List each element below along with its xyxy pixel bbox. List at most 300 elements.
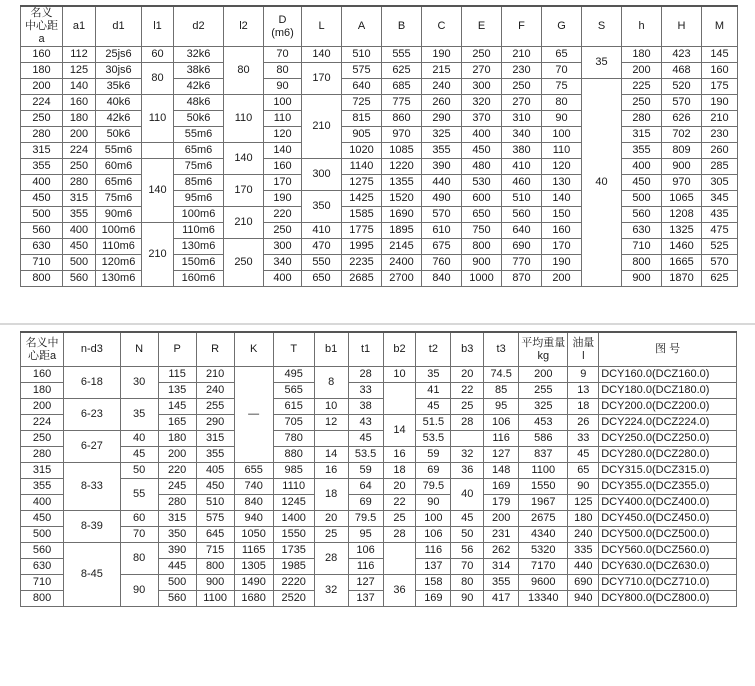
dimension-table-cell: 1020 [342,143,382,159]
specification-table-cell: 45 [120,447,158,463]
specification-table-cell: 2675 [519,511,568,527]
dimension-table-cell: 650 [302,271,342,287]
dimension-table-cell: 650 [462,207,502,223]
dimension-table-cell: 1325 [662,223,702,239]
specification-table-cell: 41 [416,383,451,399]
dimension-table-cell: 90 [542,111,582,127]
dimension-table-cell: 160 [21,47,63,63]
specification-table-cell: 59 [416,447,451,463]
specification-table-cell: 69 [416,463,451,479]
dimension-table-cell: 800 [622,255,662,271]
specification-table-cell: 880 [273,447,314,463]
table-row [21,479,737,495]
dimension-table-cell: 270 [462,63,502,79]
dimension-table-cell: 1425 [342,191,382,207]
dimension-table-body [21,47,738,287]
table-row [21,175,738,191]
specification-table-cell: 53.5 [416,431,451,447]
specification-table-cell: DCY630.0(DCZ630.0) [599,559,737,575]
specification-table-cell: 95 [484,399,519,415]
dimension-table-cell: 370 [462,111,502,127]
dimension-table-header-10: C [422,6,462,47]
specification-table-cell: 50 [451,527,484,543]
specification-table-cell: 1245 [273,495,314,511]
specification-table-cell: 940 [234,511,273,527]
dimension-table-cell: 560 [63,271,96,287]
dimension-table-cell: 450 [462,143,502,159]
dimension-table-cell: 840 [422,271,462,287]
table-row [21,63,738,79]
dimension-table-cell: 55m6 [96,143,142,159]
dimension-table-cell: 30js6 [96,63,142,79]
dimension-table-cell: 100m6 [174,207,224,223]
specification-table-cell: 630 [21,559,64,575]
dimension-table-cell: 110 [142,95,174,143]
dimension-table-cell: 470 [302,239,342,255]
dimension-table-cell: 630 [622,223,662,239]
dimension-table-cell: 800 [21,271,63,287]
dimension-table-cell: 125 [63,63,96,79]
specification-table-cell: 390 [158,543,196,559]
specification-table-cell: 200 [519,367,568,383]
specification-table-cell: 645 [196,527,234,543]
dimension-table-cell: 690 [502,239,542,255]
specification-table-cell: 355 [484,575,519,591]
specification-table-cell: 450 [196,479,234,495]
dimension-table-cell: 400 [63,223,96,239]
specification-table-cell: 125 [568,495,599,511]
specification-table-cell: 1100 [196,591,234,607]
dimension-table-cell: 610 [422,223,462,239]
dimension-table-cell: 110 [542,143,582,159]
specification-table-cell: 10 [383,367,416,383]
specification-table-cell: 20 [451,367,484,383]
specification-table-cell: 840 [234,495,273,511]
specification-table-header-8: t1 [348,332,383,367]
specification-table-cell: 7170 [519,559,568,575]
specification-table-cell: 417 [484,591,519,607]
dimension-table-cell: 625 [702,271,738,287]
dimension-table-cell: 685 [382,79,422,95]
specification-table-cell: 231 [484,527,519,543]
dimension-table-cell: 340 [264,255,302,271]
dimension-table-cell: 900 [462,255,502,271]
dimension-table-cell: 2700 [382,271,422,287]
specification-table-cell: 116 [484,431,519,447]
dimension-table-cell: 775 [382,95,422,111]
specification-table-cell: 715 [196,543,234,559]
dimension-table-cell: 215 [422,63,462,79]
specification-table-cell: 28 [383,527,416,543]
specification-table-cell: 1550 [273,527,314,543]
specification-table-cell: 1110 [273,479,314,495]
dimension-table-cell: 380 [502,143,542,159]
dimension-table-cell: 200 [63,127,96,143]
table-row [21,527,737,543]
dimension-table-cell: 150 [542,207,582,223]
dimension-table-cell: 170 [224,175,264,207]
specification-table-header-0: 名义中 心距a [21,332,64,367]
dimension-table-cell: 110 [224,95,264,143]
specification-table-cell: 355 [21,479,64,495]
dimension-table-header-9: B [382,6,422,47]
specification-table-cell: 25 [314,527,348,543]
specification-table-header-2: N [120,332,158,367]
dimension-table-header [21,6,738,47]
dimension-table-cell: 250 [502,79,542,95]
dimension-table-cell: 230 [702,127,738,143]
specification-table-cell: 36 [451,463,484,479]
dimension-table-cell: 70 [264,47,302,63]
specification-table-cell: 335 [568,543,599,559]
dimension-table-cell: 140 [142,159,174,223]
specification-table-cell: 440 [568,559,599,575]
table-row [21,79,738,95]
specification-table-cell: 85 [484,383,519,399]
dimension-table-cell: 280 [622,111,662,127]
specification-table-cell: 560 [21,543,64,559]
dimension-table-cell: 475 [702,223,738,239]
specification-table-cell: 453 [519,415,568,431]
dimension-table-cell: 320 [462,95,502,111]
dimension-table-cell: 190 [264,191,302,207]
specification-table-cell: 1967 [519,495,568,511]
specification-table-cell: 8-33 [64,463,120,511]
specification-table-cell: 740 [234,479,273,495]
dimension-table-cell: 140 [302,47,342,63]
specification-table-header [21,332,737,367]
dimension-table-cell: 38k6 [174,63,224,79]
specification-table-cell: 224 [21,415,64,431]
specification-table-cell: 74.5 [484,367,519,383]
specification-table-cell: 160 [21,367,64,383]
dimension-table-cell: 2685 [342,271,382,287]
specification-table-cell: 20 [383,479,416,495]
specification-table-cell: DCY450.0(DCZ450.0) [599,511,737,527]
specification-table-cell: 90 [568,479,599,495]
dimension-table-header-6: D (m6) [264,6,302,47]
specification-table-cell: 18 [383,463,416,479]
dimension-table-cell: 70 [542,63,582,79]
dimension-table-cell: 970 [662,175,702,191]
dimension-table-cell: 500 [63,255,96,271]
specification-table-cell: 59 [348,463,383,479]
specification-table-cell: 250 [21,431,64,447]
specification-table-cell: 127 [484,447,519,463]
dimension-table-cell: 350 [302,191,342,223]
specification-table-cell: 35 [416,367,451,383]
specification-table-cell: DCY160.0(DCZ160.0) [599,367,737,383]
dimension-table-cell: 300 [264,239,302,255]
specification-table-cell: 575 [196,511,234,527]
dimension-table-cell: 160 [264,159,302,175]
dimension-table-cell: 560 [502,207,542,223]
specification-table-cell: 135 [158,383,196,399]
dimension-table-header-11: E [462,6,502,47]
specification-table-cell: DCY500.0(DCZ500.0) [599,527,737,543]
specification-table-cell: 25 [451,399,484,415]
specification-table-cell: 45 [451,511,484,527]
dimension-table-cell: 65m6 [96,175,142,191]
dimension-table-cell: 2235 [342,255,382,271]
specification-table-header-9: b2 [383,332,416,367]
dimension-table-cell: 250 [21,111,63,127]
dimension-table-cell: 345 [702,191,738,207]
dimension-table-cell: 400 [462,127,502,143]
specification-table-cell: 80 [120,543,158,575]
specification-table-cell: DCY224.0(DCZ224.0) [599,415,737,431]
dimension-table-cell: 630 [21,239,63,255]
dimension-table-cell: 160 [63,95,96,111]
specification-table-cell: 1400 [273,511,314,527]
specification-table-cell: 90 [120,575,158,607]
dimension-table-cell: 210 [702,111,738,127]
dimension-table-cell: 130m6 [174,239,224,255]
dimension-table-cell: 480 [462,159,502,175]
specification-table-cell: 240 [196,383,234,399]
specification-table-cell: 22 [383,495,416,511]
table-row [21,575,737,591]
dimension-table-cell: 315 [21,143,63,159]
dimension-table-cell: 1775 [342,223,382,239]
specification-table-cell: 137 [416,559,451,575]
dimension-table-cell: 250 [224,239,264,287]
dimension-table-cell: 510 [342,47,382,63]
specification-table-cell: 36 [383,575,416,607]
specification-table-cell: 710 [21,575,64,591]
specification-table-header-7: b1 [314,332,348,367]
dimension-table-cell: 870 [502,271,542,287]
dimension-table-header-14: S [582,6,622,47]
dimension-table-cell: 640 [342,79,382,95]
dimension-table-cell: 210 [142,223,174,287]
specification-table-cell: DCY800.0(DCZ800.0) [599,591,737,607]
dimension-table-cell: 710 [622,239,662,255]
specification-table-cell: 80 [451,575,484,591]
dimension-table-cell: 95m6 [174,191,224,207]
specification-table-cell: 56 [451,543,484,559]
specification-table-cell: 985 [273,463,314,479]
specification-table-cell: 106 [416,527,451,543]
dimension-table-cell: 180 [622,47,662,63]
specification-table-cell: 55 [120,479,158,511]
dimension-table-cell: 140 [542,191,582,207]
dimension-table-cell: 1085 [382,143,422,159]
specification-table-cell: 165 [158,415,196,431]
specification-table-cell: 255 [519,383,568,399]
specification-table-cell: 116 [348,559,383,575]
specification-table-cell: 65 [568,463,599,479]
specification-table-header-13: 平均重量 kg [519,332,568,367]
dimension-table-cell: 2145 [382,239,422,255]
specification-table-header-3: P [158,332,196,367]
specification-table-cell: 655 [234,463,273,479]
dimension-table-header-4: d2 [174,6,224,47]
table-row [21,271,738,287]
dimension-table-cell: 400 [264,271,302,287]
dimension-table-cell: 224 [21,95,63,111]
dimension-table-cell: 210 [502,47,542,63]
dimension-table-cell: 390 [422,159,462,175]
dimension-table-cell: 800 [462,239,502,255]
specification-table-cell: 180 [21,383,64,399]
specification-table-header-6: T [273,332,314,367]
dimension-table-cell: 200 [622,63,662,79]
table-row [21,511,737,527]
dimension-table-cell: 710 [21,255,63,271]
specification-table-header-14: 油量 l [568,332,599,367]
specification-table-cell: 6-23 [64,399,120,431]
specification-table-header-4: R [196,332,234,367]
dimension-table-cell: 90m6 [96,207,142,223]
dimension-table-cell: 355 [422,143,462,159]
specification-table-cell: 940 [568,591,599,607]
specification-table-header-10: t2 [416,332,451,367]
dimension-table-cell: 1275 [342,175,382,191]
dimension-table-cell: 410 [302,223,342,239]
dimension-table-cell: 42k6 [174,79,224,95]
specification-table-cell: 127 [348,575,383,591]
specification-table-cell: 115 [158,367,196,383]
specification-table-cell: 1550 [519,479,568,495]
dimension-table-cell: 60m6 [96,159,142,175]
dimension-table-cell: 1690 [382,207,422,223]
specification-table-cell: 137 [348,591,383,607]
dimension-table-cell: 40k6 [96,95,142,111]
specification-table-cell: DCY560.0(DCZ560.0) [599,543,737,559]
dimension-table-cell: 210 [302,95,342,159]
specification-table-cell: 445 [158,559,196,575]
dimension-table-cell: 468 [662,63,702,79]
dimension-table-cell: 42k6 [96,111,142,127]
specification-table-cell: — [234,367,273,463]
dimension-table-cell: 500 [622,191,662,207]
dimension-table-cell: 190 [542,255,582,271]
specification-table-cell: 90 [416,495,451,511]
specification-table-cell: 180 [158,431,196,447]
dimension-table-header-13: G [542,6,582,47]
dimension-table-cell: 80 [142,63,174,95]
specification-table-cell: DCY315.0(DCZ315.0) [599,463,737,479]
specification-table-cell: 837 [519,447,568,463]
specification-table-cell: 20 [314,511,348,527]
specification-table-cell: 53.5 [348,447,383,463]
dimension-table-cell: 340 [502,127,542,143]
dimension-table-cell: 110 [264,111,302,127]
dimension-table-cell: 325 [422,127,462,143]
dimension-table-cell: 1355 [382,175,422,191]
dimension-table-cell: 75 [542,79,582,95]
specification-table-cell: 1305 [234,559,273,575]
table-row [21,431,737,447]
specification-table-cell: 26 [568,415,599,431]
dimension-table-cell: 400 [21,175,63,191]
table-row [21,399,737,415]
specification-table-header-5: K [234,332,273,367]
dimension-table-cell: 435 [702,207,738,223]
dimension-table-cell: 130m6 [96,271,142,287]
table-row [21,367,737,383]
specification-table-cell: 28 [348,367,383,383]
specification-table-cell: 95 [348,527,383,543]
dimension-table-cell: 100 [542,127,582,143]
dimension-table-cell: 1995 [342,239,382,255]
specification-table-cell: 158 [416,575,451,591]
specification-table-cell: 705 [273,415,314,431]
dimension-table-cell: 250 [462,47,502,63]
dimension-table-cell: 760 [422,255,462,271]
dimension-table [20,5,738,287]
dimension-table-cell: 160m6 [174,271,224,287]
specification-table-cell: 240 [568,527,599,543]
specification-table-body [21,367,737,607]
dimension-table-cell: 490 [422,191,462,207]
specification-table-cell: 405 [196,463,234,479]
specification-table-cell: DCY280.0(DCZ280.0) [599,447,737,463]
dimension-table-cell: 440 [422,175,462,191]
specification-table-cell: DCY355.0(DCZ355.0) [599,479,737,495]
table-row [21,239,738,255]
dimension-table-cell: 1220 [382,159,422,175]
dimension-table-cell: 315 [63,191,96,207]
specification-table-cell: 6-27 [64,431,120,463]
dimension-table-cell: 809 [662,143,702,159]
table-row [21,127,738,143]
dimension-table-cell: 1520 [382,191,422,207]
dimension-table-cell: 210 [224,207,264,239]
specification-table-cell: 106 [484,415,519,431]
specification-table-cell: 780 [273,431,314,447]
dimension-table-cell: 725 [342,95,382,111]
dimension-table-cell: 280 [63,175,96,191]
specification-table-cell: 1985 [273,559,314,575]
specification-table-cell: DCY400.0(DCZ400.0) [599,495,737,511]
dimension-table-cell: 110m6 [174,223,224,239]
dimension-table-cell: 600 [462,191,502,207]
dimension-table-cell: 250 [63,159,96,175]
dimension-table-cell: 570 [422,207,462,223]
dimension-table-cell: 190 [422,47,462,63]
dimension-table-cell: 180 [63,111,96,127]
specification-table-cell: 255 [196,399,234,415]
dimension-table-cell: 240 [422,79,462,95]
dimension-table-cell: 900 [622,271,662,287]
table-row [21,111,738,127]
dimension-table-cell: 520 [662,79,702,95]
specification-table-cell: 43 [348,415,383,431]
specification-table-header-1: n-d3 [64,332,120,367]
dimension-table-cell: 90 [264,79,302,95]
specification-table-cell: 495 [273,367,314,383]
specification-table-cell: 70 [451,559,484,575]
specification-table-cell: 6-18 [64,367,120,399]
dimension-table-cell: 1140 [342,159,382,175]
dimension-table-header-17: M [702,6,738,47]
dimension-table-cell: 770 [502,255,542,271]
specification-table-cell: 245 [158,479,196,495]
specification-table-cell: 4340 [519,527,568,543]
dimension-table-cell: 675 [422,239,462,255]
specification-table-cell: 220 [158,463,196,479]
specification-table-cell: 12 [314,415,348,431]
specification-table-cell: 350 [158,527,196,543]
specification-table-cell: 169 [416,591,451,607]
specification-table-cell: 800 [21,591,64,607]
specification-table-cell: 10 [314,399,348,415]
dimension-table-cell: 1870 [662,271,702,287]
dimension-table-cell: 170 [302,63,342,95]
dimension-table-cell: 1065 [662,191,702,207]
